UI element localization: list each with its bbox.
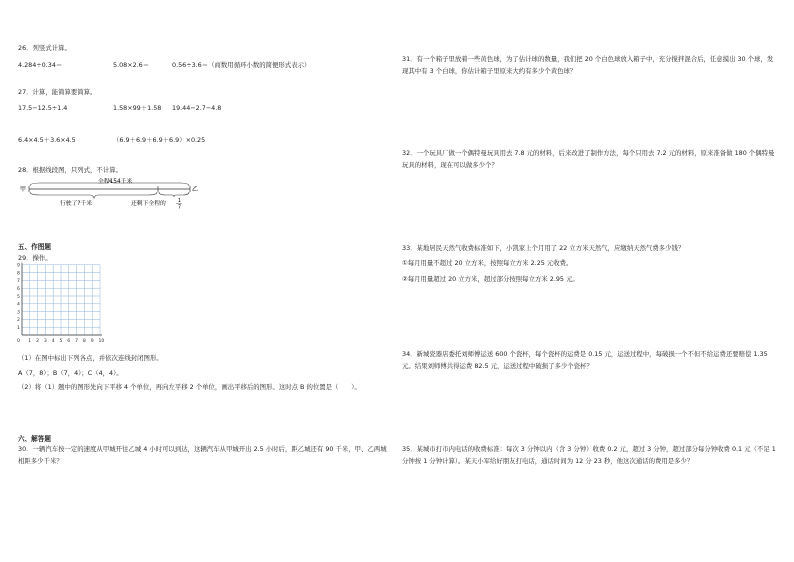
q28-end-label: 乙 (192, 186, 199, 193)
q27-row1-c: 19.44−2.7−4.8 (172, 104, 222, 112)
q31-text: 31．有一个箱子里放着一些黄色球，为了估计球的数量，我们把 20 个白色球放入箱子中，充分搅拌混合后，任意摸出 30 个球，发现其中有 3 个白球，你估计箱子里原来大约有多少个黄色球？ (402, 55, 774, 75)
y-tick-label: 6 (17, 287, 20, 292)
q26-title: 26．列竖式计算。 (18, 44, 71, 52)
x-tick-label: 8 (82, 339, 86, 344)
y-tick-label: 4 (17, 302, 20, 308)
section-5-heading: 五、作图题 (18, 243, 51, 251)
y-tick-label: 3 (17, 310, 20, 316)
y-tick-label: 9 (17, 263, 20, 269)
q26-item-1: 4.284÷0.34＝ (18, 61, 63, 69)
y-tick-label: 7 (17, 279, 20, 285)
q27-title: 27．计算，能简算要简算。 (18, 88, 97, 96)
y-tick-label: 2 (17, 318, 20, 324)
q30-text: 30．一辆汽车按一定的速度从甲城开往乙城 4 小时可以到达，这辆汽车从甲城开出 2.5 小时后，距乙城还有 90 千米，甲、乙两城相距多少千米？ (18, 445, 387, 465)
q28-fraction-num: 1 (178, 199, 182, 204)
q26-item-2: 5.08×2.6＝ (113, 61, 150, 69)
q28-fraction-den: 7 (178, 205, 182, 210)
y-tick-label: 8 (17, 271, 20, 277)
q32-text: 32．一个玩具厂做一个偶特曼玩具用去 7.8 元的材料，后来改进了制作方法，每个只用去 7.2 元的材料，原来准备做 180 个偶特曼玩具的材料，现在可以做多少个？ (402, 149, 775, 169)
q28-bottom-left-label: 行驶了?千米 (60, 201, 93, 207)
q29-coordinate-grid (14, 262, 144, 346)
x-tick-label: 10 (98, 339, 105, 344)
x-tick-label: 9 (90, 339, 94, 344)
q33-line3: ②每月用量超过 20 立方米，超过部分按照每立方米 2.95 元。 (402, 275, 579, 283)
q29-title: 29．操作。 (18, 254, 52, 262)
section-6-heading: 六、解答题 (18, 435, 51, 443)
origin-label: 0 (17, 339, 20, 344)
q29-part1: （1）在图中标出下列各点，并依次连线封闭图形。 (18, 354, 163, 362)
q34-text: 34．新城瓷器店委托刘师傅运送 600 个瓷杯，每个瓷杯的运费是 0.15 元，运送过程中，每破损一个不但不给运费还要赔偿 1.35 元。结果刘师傅共得运费 82.5 元，运送过程中破损了多少个瓷杯？ (402, 350, 768, 370)
q27-row2-b: （6.9＋6.9＋6.9＋6.9）×0.25 (113, 136, 206, 144)
q33-line2: ①每月用量不超过 20 立方米，按照每立方米 2.25 元收费。 (402, 259, 573, 267)
x-tick-label: 6 (67, 339, 71, 344)
q28-start-label: 甲 (20, 186, 27, 193)
x-tick-label: 5 (59, 339, 63, 344)
x-tick-label: 1 (28, 339, 32, 344)
q28-segment-diagram (20, 178, 200, 210)
y-tick-label: 1 (17, 326, 20, 331)
x-tick-label: 7 (75, 339, 79, 344)
q26-item-3: 0.56÷3.6＝（商数用循环小数的简便形式表示） (172, 61, 311, 69)
q28-top-brace-label: 全程154千米 (98, 179, 133, 185)
q35-text: 35．某城市打市内电话的收费标准：每次 3 分钟以内（含 3 分钟）收费 0.2 元，超过 3 分钟，超过部分每分钟收费 0.1 元（不足 1 分钟按 1 分钟计算）。某天小军给好朋友打电话，通话时间为 12 分 23 秒，他这次通话的费用是多少？ (402, 445, 776, 465)
q29-part2: （2）将（1）题中的图形先向下平移 4 个单位，再向左平移 2 个单位，画出平移后的图形。这时点 B 的位置是（ ）。 (18, 383, 361, 391)
q27-row1-a: 17.5−12.5÷1.4 (18, 104, 68, 112)
q28-title: 28．根据线段图，只列式，不计算。 (18, 166, 122, 174)
q27-row1-b: 1.58×99＋1.58 (113, 104, 162, 112)
q33-line1: 33．某地居民天然气收费标准如下，小凯家上个月用了 22 立方米天然气，应缴纳天然气费多少钱？ (402, 244, 685, 252)
q28-bottom-right-label: 还剩下全程的 (131, 201, 166, 207)
x-tick-label: 2 (36, 339, 40, 344)
q27-row2-a: 6.4×4.5＋3.6×4.5 (18, 136, 76, 144)
q29-points: A（7，8）；B（7，4）；C（4，4）。 (18, 369, 123, 377)
x-tick-label: 3 (43, 339, 47, 344)
x-tick-label: 4 (51, 339, 55, 344)
y-tick-label: 5 (17, 294, 20, 300)
